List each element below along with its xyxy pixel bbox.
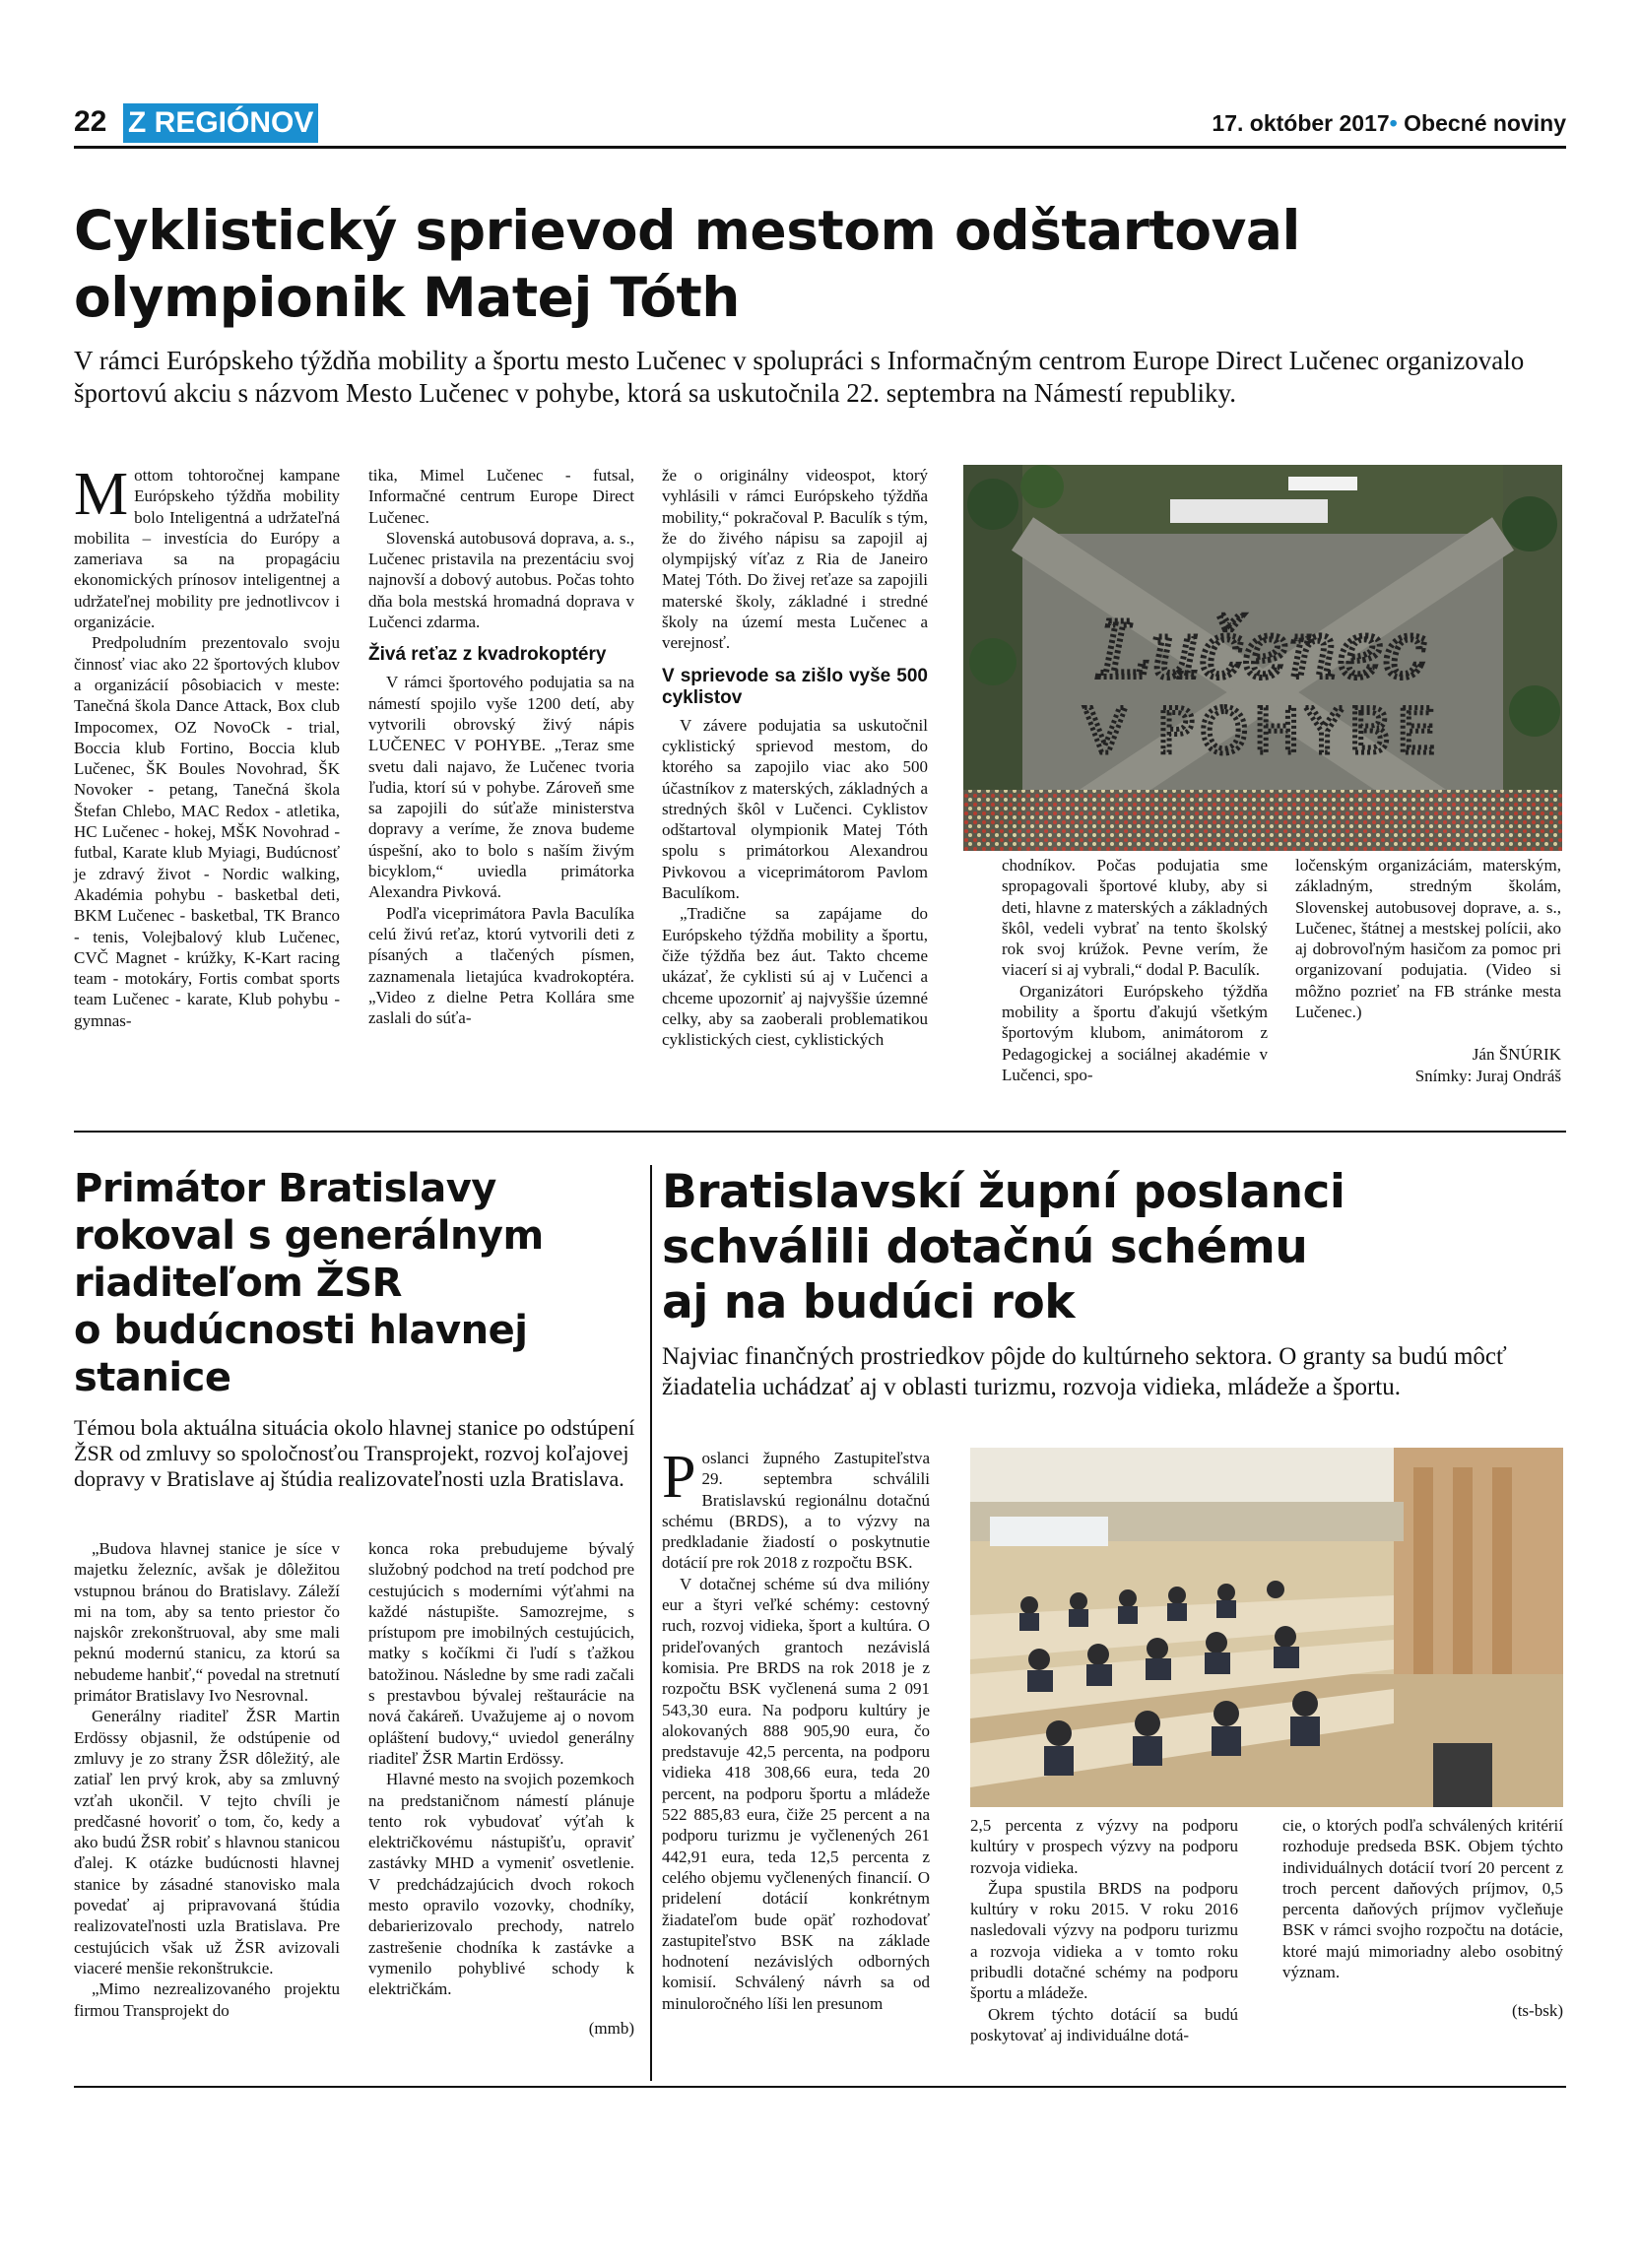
article2-paragraph: konca roka prebudujeme bývalý služobný podchod na tretí podchod pre cestujúcich s moderními výťahmi na každé nástupište. Samozrejme, s prístupom pre imobilných cestujúcich, matky s kočíkmi či ľudí s ťažkou batožinou. Následne by sme radi začali s prestavbou bývalej reštaurácie na nová čakáreň. Uvažujeme aj o novom opláštení budovy,“ uviedol generálny riaditeľ ŽSR Martin Erdössy. [368,1539,634,1768]
article3-title-line1: Bratislavskí župní poslanci [662,1165,1345,1219]
article1-paragraph: ločenským organizáciám, materským, základným, stredným školám, Slovenskej autobusovej doprave, a. s., Lučenec, štátnej a mestskej polícii, ako aj dobrovoľným hasičom za pomoc pri organizovaní podujatia. (Video si môžno pozrieť na FB stránke mesta Lučenec.) [1295,856,1561,1022]
article2-headline [74,1165,544,1401]
article2-paragraph: Hlavné mesto na svojich pozemkoch na predstaničnom námestí plánuje tento rok vybudovať výťah k električkovému nástupišťu, opraviť zastávky MHD a vymeniť osvetlenie. V predchádzajúcich dvoch rokoch mesto opravilo vozovky, chodníky, debarierizovalo prechody, natrelo zastrešenie chodníka k zastávke a vymenilo pohyblivé schody k električkám. [368,1770,634,1999]
article2-column2 [368,1538,634,2039]
article3-lead: Najviac finančných prostriedkov pôjde do kultúrneho sektora. O granty sa budú môcť žiadatelia uchádzať aj v oblasti turizmu, rozvoja vidieka, mládeže a športu. [662,1343,1507,1400]
article2-title-line5: stanice [74,1355,231,1400]
article3-paragraph: cie, o ktorých podľa schválených kritérií rozhoduje predseda BSK. Objem týchto individuálnych dotácií tvorí 20 percent z troch percent daňových príjmov, 0,5 percenta daňových príjmov vyčleňuje BSK v rámci svojho rozpočtu na dotácie, ktoré majú mimoriadny alebo osobitný význam. [1282,1816,1563,1982]
article1-author: Ján ŠNÚRIK [1472,1045,1561,1065]
article3-paragraph: V dotačnej schéme sú dva milióny eur a štyri veľké schémy: cestovný ruch, rozvoj vidieka, šport a kultúra. O prideľovaných grantoch nezávislá komisia. Pre BRDS na rok 2018 je z rozpočtu BSK vyčlenená suma 2 091 543,30 eura. Na podporu kultúry je alokovaných 888 905,90 eura, čo predstavuje 42,5 percenta, na podporu vidieka 418 308,66 eura, teda 20 percent, na podporu športu a mládeže 522 885,83 eura, čiže 25 percent a na podporu turizmu je vyčlenených 261 442,91 eura, teda 12,5 percenta z celého objemu vyčlenených financií. O pridelení dotácií konkrétnym žiadateľom bude opäť rozhodovať zastupiteľstvo BSK na základe hodnotení nezávislých odborných komisií. Schválený návrh sa od minuloročného líši len presunom [662,1574,930,2013]
article1-paragraph: V rámci športového podujatia sa na námestí spojilo vyše 1200 detí, aby vytvorili obrovský živý nápis LUČENEC V POHYBE. „Teraz sme svetu dali najavo, že Lučenec tvoria ľudia, ktorí sú v pohybe. Zároveň sme sa zapojili do súťaže ministerstva dopravy a veríme, že znova budeme úspešní, ako to bolo s naším živým bicyklom,“ uviedla primátorka Alexandra Pivková. [368,673,634,902]
issue-info [1212,108,1566,138]
article2-paragraph: „Budova hlavnej stanice je síce v majetku železníc, avšak je dôležitou vstupnou bránou do Bratislavy. Záleží mi na tom, aby sa tento priestor čo najskôr zrekonštruoval, aby sme mali peknú modernú stanicu, za ktorú sa nebudeme hanbiť,“ povedal na stretnutí primátor Bratislavy Ivo Nesrovnal. [74,1539,340,1706]
article2-title-line3: riaditeľom ŽSR [74,1261,402,1306]
article2-lead: Témou bola aktuálna situácia okolo hlavnej stanice po odstúpení ŽSR od zmluvy so spoločnosťou Transprojekt, rozvoj koľajovej dopravy v Bratislave aj štúdia realizovateľnosti uzla Bratislava. [74,1415,635,1491]
photo-text-lucenec: Lučenec [1099,607,1426,695]
aerial-photo-graphic [963,465,1562,851]
article1-paragraph: Podľa viceprimátora Pavla Baculíka celú živú reťaz, ktorú vytvorili deti z písaných a tlačených písmen, zaznamenala lietajúca kvadrokoptéra. „Video z dielne Petra Kollára sme zaslali do súťa- [368,903,634,1028]
article1-subheading: V sprievode sa zišlo vyše 500 cyklistov [662,665,928,708]
article3-photo-assembly [970,1448,1563,1807]
section-label: Z REGIÓNOV [123,103,318,143]
page-bottom-rule [74,2086,1566,2088]
article3-paragraph: oslanci župného Zastupiteľstva 29. septembra schválili Bratislavskú regionálnu dotačnú schému (BRDS), a to výzvy na predkladanie žiadostí o poskytnutie dotácií pre rok 2018 z rozpočtu BSK. [662,1449,930,1573]
article1-paragraph: ottom tohtoročnej kampane Európskeho týždňa mobility bolo Inteligentná a udržateľná mobilita – investícia do Európy a zameriava sa na propagáciu ekonomických prínosov inteligentnej a udržateľnej mobility pre jednotlivcov i organizácie. [74,466,340,632]
article1-column2 [368,465,634,1028]
page-number: 22 [74,105,107,138]
article1-subheading: Živá reťaz z kvadrokoptéry [368,644,607,666]
article3-title-line2: schválili dotačnú schému [662,1220,1308,1274]
article1-headline [74,197,1300,331]
assembly-photo-graphic [970,1448,1563,1807]
article1-column4 [1002,855,1268,1085]
article3-paragraph: 2,5 percenta z výzvy na podporu kultúry v prospech výzvy na podporu rozvoja vidieka. [970,1816,1238,1877]
article1-paragraph: tika, Mimel Lučenec - futsal, Informačné centrum Europe Direct Lučenec. [368,466,634,527]
article1-photo-aerial [963,465,1562,851]
article1-dropcap: M [74,461,129,528]
header-rule [74,146,1566,149]
article3-headline [662,1165,1345,1330]
article1-bottom-rule [74,1131,1566,1133]
article1-paragraph: V závere podujatia sa uskutočnil cyklistický sprievod mestom, do ktorého sa zapojilo viac ako 500 účastníkov z materských, základných a stredných škôl v Lučenci. Cyklistov odštartoval olympionik Matej Tóth spolu s primátorkou Alexandrou Pivkovou a viceprimátorom Pavlom Baculíkom. [662,715,928,903]
article2-signature: (mmb) [588,2018,634,2038]
article1-paragraph: Predpoludním prezentovalo svoju činnosť viac ako 22 športových klubov a organizácií pôsobiacich v meste: Tanečná škola Dance Attack, Box club Impocomex, OZ NovoCk - trial, Boccia klub Fortino, Boccia klub Lučenec, ŠK Boules Novohrad, ŠK Novoker - petang, Tanečná škola Štefan Chlebo, MAC Redox - atletika, HC Lučenec - hokej, MŠK Novohrad - futbal, Karate klub Myiagi, Budúcnosť je zdravý život - Nordic walking, Akadémia pohybu - basketbal deti, BKM Lučenec - basketbal, TK Branco - tenis, Volejbalový klub Lučenec, CVČ Magnet - krúžky, K-Kart racing team - motokáry, Fortis combat sports team Lučenec - karate, Klub pohybu - gymnas- [74,633,340,1030]
article1-column3 [662,465,928,1050]
article2-paragraph: „Mimo nezrealizovaného projektu firmou Transprojekt do [74,1979,340,2020]
article1-title-line2: olympionik Matej Tóth [74,266,740,329]
article1-column1 [74,461,340,1031]
article2-column1 [74,1538,340,2021]
article3-paragraph: Župa spustila BRDS na podporu kultúry v roku 2015. V roku 2016 nasledovali výzvy na podporu turizmu a rozvoja vidieka a v tomto roku pribudli dotačné schémy na podporu športu a mládeže. [970,1878,1238,2003]
bullet-separator: • [1389,110,1398,136]
article1-paragraph: Slovenská autobusová doprava, a. s., Lučenec pristavila na prezentáciu svoj najnovší a dobový autobus. Počas tohto dňa bola mestská hromadná doprava v Lučenci zdarma. [368,528,634,632]
article1-lead: V rámci Európskeho týždňa mobility a športu mesto Lučenec v spolupráci s Informačným centrom Europe Direct Lučenec organizovalo športovú akciu s názvom Mesto Lučenec v pohybe, ktorá sa uskutočnila 22. septembra na Námestí republiky. [74,346,1525,408]
issue-date: 17. október 2017 [1212,110,1390,136]
article2-paragraph: Generálny riaditeľ ŽSR Martin Erdössy objasnil, že odstúpenie od zmluvy je zo strany ŽSR dôležitý, ale zatiaľ len prvý krok, aby sa zmluvný vzťah ukončil. V tejto chvíli je predčasné hovoriť o tom, čo, kedy a ako budú ŽSR robiť s hlavnou stanicou ďalej. K otázke budúcnosti hlavnej stanice by zásadné stanovisko mala povedať aj pripravovaná štúdia realizovateľnosti uzla Bratislava. Pre cestujúcich však už ŽSR avizovali viaceré menšie rekonštrukcie. [74,1707,340,1977]
article1-column5 [1295,855,1561,1086]
article3-column1 [662,1444,930,2014]
article3-signature: (ts-bsk) [1512,2001,1563,2021]
article-divider-vertical [650,1165,652,2081]
article2-title-line1: Primátor Bratislavy [74,1166,496,1211]
article1-paragraph: chodníkov. Počas podujatia sme spropagovali športové kluby, aby si deti, hlavne z materských a základných škôl, vedeli vybrať na tento školský rok svoj krúžok. Pevne verím, že viacerí si aj vybrali,“ dodal P. Baculík. [1002,856,1268,980]
photo-text-v-pohybe: V POHYBE [1083,695,1442,767]
article1-photo-credit: Snímky: Juraj Ondráš [1414,1066,1561,1085]
article1-title-line1: Cyklistický sprievod mestom odštartoval [74,199,1300,262]
article3-paragraph: Okrem týchto dotácií sa budú poskytovať aj individuálne dotá- [970,2004,1238,2044]
article3-dropcap: P [662,1444,696,1511]
article3-title-line3: aj na budúci rok [662,1275,1075,1329]
paper-name: Obecné noviny [1404,110,1566,136]
article3-column3 [1282,1815,1563,2022]
article1-paragraph: že o originálny videospot, ktorý vyhlásili v rámci Európskeho týždňa mobility,“ pokračoval P. Baculík s tým, že do živého nápisu sa zapojil aj olympijský víťaz z Ria de Janeiro Matej Tóth. Do živej reťaze sa zapojili materské školy, základné i stredné školy na území mesta Lučenec a verejnosť. [662,466,928,653]
article2-title-line4: o budúcnosti hlavnej [74,1308,528,1353]
article2-title-line2: rokoval s generálnym [74,1213,544,1259]
article1-paragraph: „Tradične sa zapájame do Európskeho týždňa mobility a športu, čiže týždňa bez áut. Takto chceme ukázať, že cyklisti sú aj v Lučenci a chceme upozorniť aj najvyššie územné celky, aby sa zaoberali problematikou cyklistických ciest, cyklistických [662,904,928,1050]
article3-column2 [970,1815,1238,2045]
article1-paragraph: Organizátori Európskeho týždňa mobility a športu ďakujú všetkým športovým klubom, animátorom z Pedagogickej a sociálnej akadémie v Lučenci, spo- [1002,981,1268,1084]
